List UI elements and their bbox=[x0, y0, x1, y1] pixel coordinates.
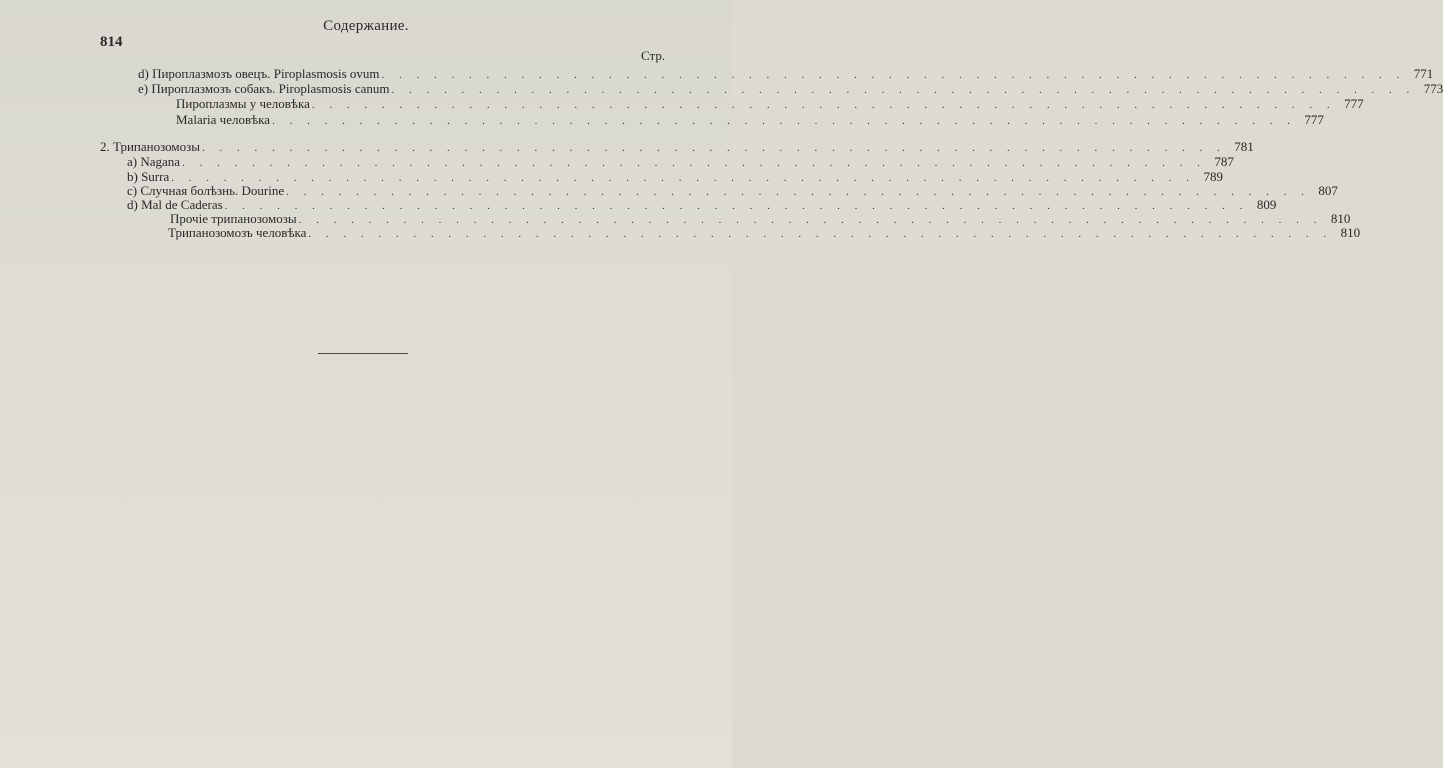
toc-entry bbox=[170, 211, 1351, 226]
dot-leader: . . . . . . . . . . . . . . . . . . . . . . . . . . . . . . . . . . . . . . . . . . . . . . . . . . . . . . . . . . . bbox=[381, 69, 1406, 81]
toc-entry bbox=[176, 112, 1324, 127]
toc-entry-page: 810 bbox=[1330, 211, 1351, 226]
toc-entry-page: 810 bbox=[1340, 225, 1361, 240]
toc-entry-page: 773 bbox=[1423, 81, 1443, 96]
toc-entry-title: d) Пироплазмозъ овецъ. Piroplasmosis ovum bbox=[138, 66, 380, 81]
toc-entry-title: Malaria человѣка bbox=[176, 112, 271, 127]
toc-entry bbox=[176, 96, 1364, 111]
toc-entry-title: c) Случная болѣзнь. Dourine bbox=[127, 183, 285, 198]
toc-entry-title: Пироплазмы у человѣка bbox=[176, 96, 310, 111]
toc-entry bbox=[138, 66, 1434, 81]
toc-entry bbox=[100, 139, 1254, 154]
toc-entry-page: 771 bbox=[1413, 66, 1434, 81]
dot-leader: . . . . . . . . . . . . . . . . . . . . . . . . . . . . . . . . . . . . . . . . . . . . . . . . . . . . . . . . . . . bbox=[308, 228, 1333, 240]
toc-entry bbox=[127, 197, 1277, 212]
toc-entry-title: e) Пироплазмозъ собакъ. Piroplasmosis canum bbox=[138, 81, 390, 96]
toc-entry bbox=[127, 169, 1223, 184]
toc-entry-title: Прочіе трипанозомозы bbox=[170, 211, 297, 226]
running-header: Содержание. bbox=[323, 18, 409, 34]
toc-entry bbox=[127, 154, 1234, 169]
toc-entry-page: 777 bbox=[1304, 112, 1324, 127]
dot-leader: . . . . . . . . . . . . . . . . . . . . . . . . . . . . . . . . . . . . . . . . . . . . . . . . . . . . . . . . . . . bbox=[298, 214, 1323, 226]
toc-entry-title: b) Surra bbox=[127, 169, 170, 184]
toc-entry-page: 809 bbox=[1256, 197, 1277, 212]
dot-leader: . . . . . . . . . . . . . . . . . . . . . . . . . . . . . . . . . . . . . . . . . . . . . . . . . . . . . . . . . . . bbox=[391, 84, 1416, 96]
page-column-heading: Стр. bbox=[641, 48, 666, 63]
dot-leader: . . . . . . . . . . . . . . . . . . . . . . . . . . . . . . . . . . . . . . . . . . . . . . . . . . . . . . . . . . . bbox=[202, 142, 1226, 154]
dot-leader: . . . . . . . . . . . . . . . . . . . . . . . . . . . . . . . . . . . . . . . . . . . . . . . . . . . . . . . . . . . bbox=[171, 172, 1195, 184]
dot-leader: . . . . . . . . . . . . . . . . . . . . . . . . . . . . . . . . . . . . . . . . . . . . . . . . . . . . . . . . . . . bbox=[272, 115, 1296, 127]
toc-entry-title: Трипанозомозъ человѣка bbox=[168, 225, 307, 240]
toc-entry-page: 781 bbox=[1234, 139, 1254, 154]
dot-leader: . . . . . . . . . . . . . . . . . . . . . . . . . . . . . . . . . . . . . . . . . . . . . . . . . . . . . . . . . . . bbox=[311, 99, 1336, 111]
toc-entry-title: a) Nagana bbox=[127, 154, 181, 169]
toc-entry-page: 787 bbox=[1214, 154, 1234, 169]
dot-leader: . . . . . . . . . . . . . . . . . . . . . . . . . . . . . . . . . . . . . . . . . . . . . . . . . . . . . . . . . . . bbox=[224, 200, 1249, 212]
dot-leader: . . . . . . . . . . . . . . . . . . . . . . . . . . . . . . . . . . . . . . . . . . . . . . . . . . . . . . . . . . . bbox=[286, 186, 1310, 198]
toc-entry-page: 777 bbox=[1344, 96, 1364, 111]
toc-entry-title: d) Mal de Caderas bbox=[127, 197, 223, 212]
page-number: 814 bbox=[100, 34, 123, 50]
toc-entry-page: 789 bbox=[1203, 169, 1223, 184]
dot-leader: . . . . . . . . . . . . . . . . . . . . . . . . . . . . . . . . . . . . . . . . . . . . . . . . . . . . . . . . . . . bbox=[182, 157, 1206, 169]
toc-entry-page: 807 bbox=[1318, 183, 1338, 198]
toc-entry bbox=[127, 183, 1338, 198]
toc-entry-title: 2. Трипанозомозы bbox=[100, 139, 200, 154]
end-rule bbox=[318, 353, 408, 354]
toc-entry bbox=[138, 81, 1443, 96]
toc-entry bbox=[168, 225, 1361, 240]
